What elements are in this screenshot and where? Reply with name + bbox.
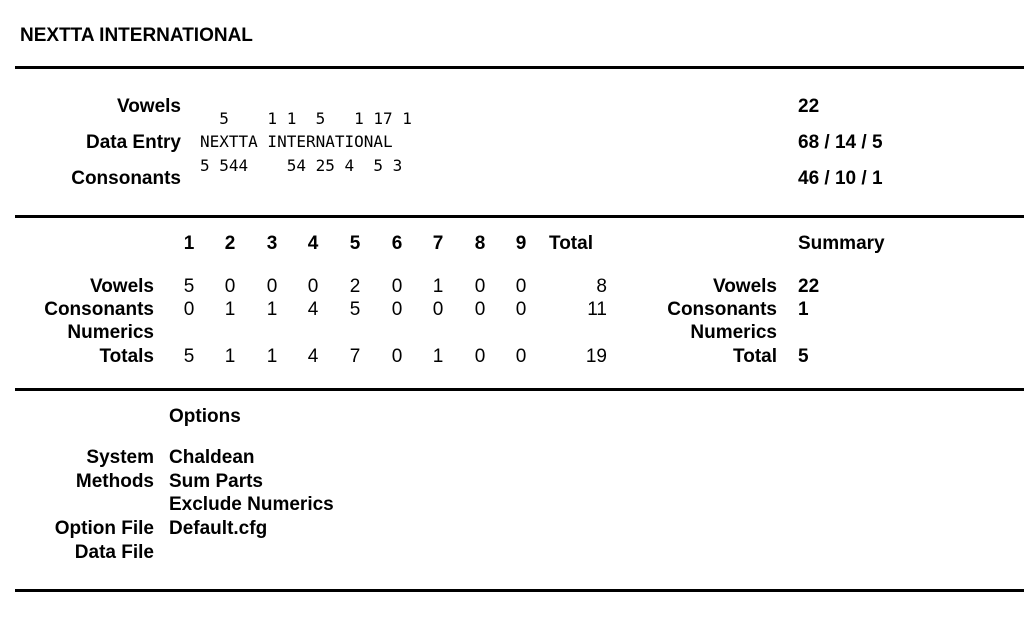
cell: 0 [183,299,195,320]
option-value: Exclude Numerics [169,494,334,515]
row-total: 11 [587,299,607,320]
row-total: 19 [585,346,607,367]
entry-consonants-label: Consonants [71,168,181,189]
col-header: 6 [391,233,403,254]
col-header: 2 [224,233,236,254]
option-value: Chaldean [169,447,255,468]
divider-bottom [15,589,1024,592]
cell: 0 [307,276,319,297]
cell: 0 [474,346,486,367]
row-label: Vowels [89,276,154,297]
cell: 1 [224,346,236,367]
row-total: 8 [596,276,607,297]
cell: 0 [474,299,486,320]
summary-label: Consonants [667,299,777,320]
cell: 0 [391,346,403,367]
cell: 0 [391,276,403,297]
col-header: 3 [266,233,278,254]
option-label: Methods [75,471,154,492]
col-header: 5 [349,233,361,254]
cell: 2 [349,276,361,297]
cell: 0 [515,299,527,320]
option-label: System [86,447,154,468]
cell: 0 [391,299,403,320]
cell: 1 [432,276,444,297]
row-label: Numerics [67,322,154,343]
cell: 5 [183,276,195,297]
cell: 0 [515,346,527,367]
consonant-digits: 5 544 54 25 4 5 3 [200,156,403,175]
entry-vowels-label: Vowels [116,96,181,117]
col-header: 4 [307,233,319,254]
option-value: Sum Parts [169,471,263,492]
report-title: NEXTTA INTERNATIONAL [20,25,253,46]
entry-data-label: Data Entry [85,132,181,153]
cell: 1 [224,299,236,320]
total-header: Total [549,233,593,254]
col-header: 8 [474,233,486,254]
divider-lower [15,388,1024,391]
entry-vowels-total: 22 [798,96,820,117]
summary-heading: Summary [798,233,885,254]
cell: 4 [307,346,319,367]
summary-value: 1 [798,299,809,320]
cell: 0 [474,276,486,297]
cell: 5 [183,346,195,367]
cell: 7 [349,346,361,367]
options-heading: Options [169,406,241,427]
row-label: Consonants [44,299,154,320]
entry-text: NEXTTA INTERNATIONAL [200,132,393,151]
entry-data-totals: 68 / 14 / 5 [798,132,883,153]
summary-label: Vowels [712,276,777,297]
cell: 0 [432,299,444,320]
summary-value: 5 [798,346,809,367]
vowel-digits: 5 1 1 5 1 17 1 [200,109,412,128]
divider-middle [15,215,1024,218]
cell: 1 [266,346,278,367]
row-label: Totals [99,346,154,367]
cell: 0 [224,276,236,297]
summary-label: Total [733,346,777,367]
col-header: 7 [432,233,444,254]
option-label: Data File [74,542,154,563]
entry-consonants-totals: 46 / 10 / 1 [798,168,883,189]
option-label: Option File [54,518,154,539]
cell: 5 [349,299,361,320]
cell: 1 [432,346,444,367]
col-header: 9 [515,233,527,254]
summary-label: Numerics [690,322,777,343]
divider-top [15,66,1024,69]
summary-value: 22 [798,276,820,297]
cell: 4 [307,299,319,320]
col-header: 1 [183,233,195,254]
option-value: Default.cfg [169,518,268,539]
cell: 0 [515,276,527,297]
cell: 1 [266,299,278,320]
cell: 0 [266,276,278,297]
